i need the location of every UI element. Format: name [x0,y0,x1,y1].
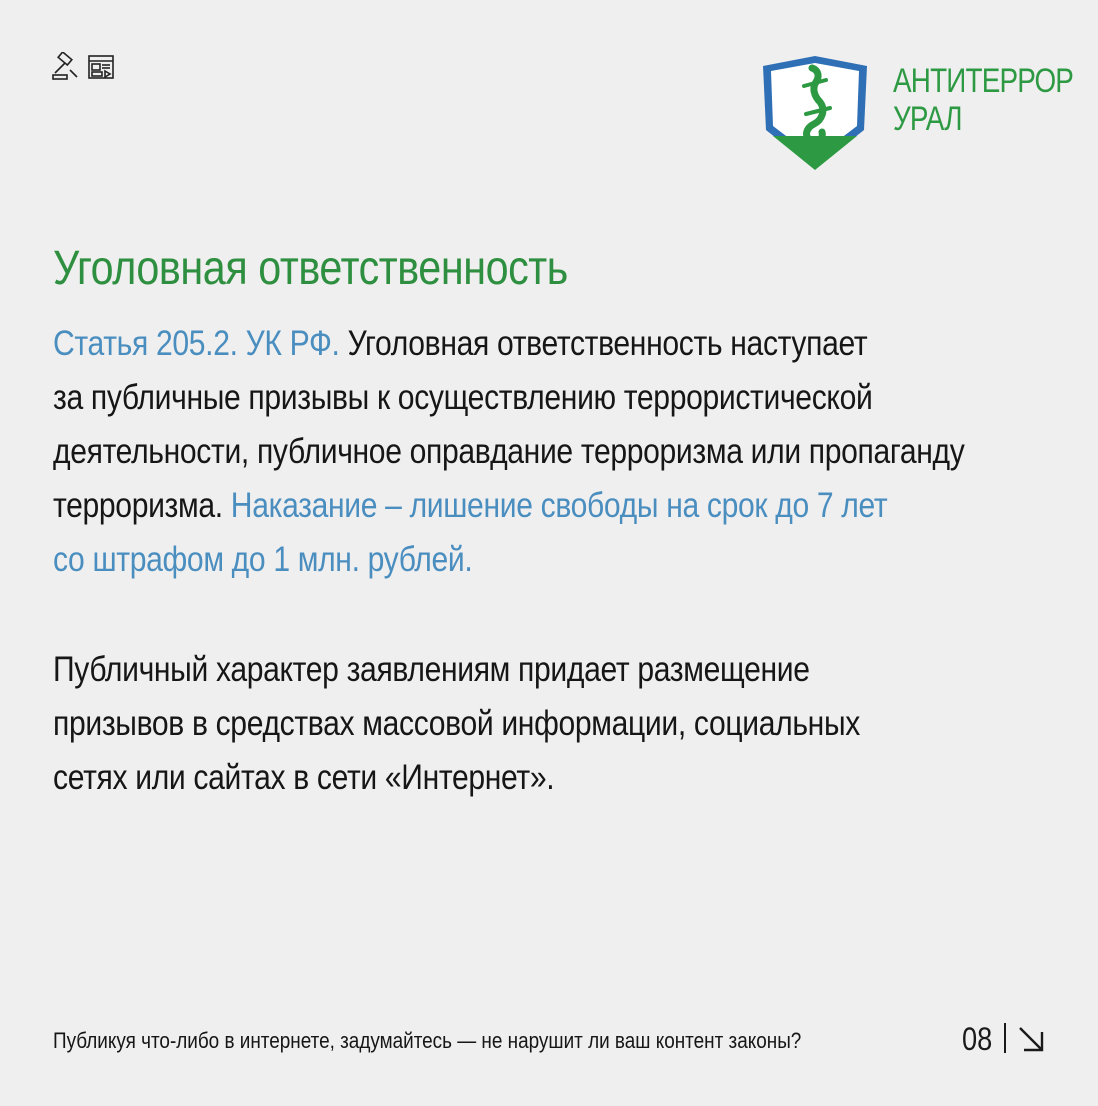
punishment-text-1: Наказание – лишение свободы на срок до 7 лет [230,486,888,525]
para2-line-1: Публичный характер заявлениям придает размещение [53,650,810,689]
shield-icon [760,52,880,172]
web-page-icon [86,52,116,82]
footer-note: Публикуя что-либо в интернете, задумайтесь — не нарушит ли ваш контент законы? [53,1028,802,1053]
logo-text [893,62,1073,138]
para1-line-1-text: Уголовная ответственность наступает [339,324,868,363]
para1-line-4 [53,479,964,533]
logo-line-2: УРАЛ [893,100,962,138]
page-title: Уголовная ответственность [53,242,568,295]
para2-line-3: сетях или сайтах в сети «Интернет». [53,758,555,797]
article-reference: Статья 205.2. УК РФ. [53,324,340,363]
page-number: 08 [962,1021,993,1057]
para1-line-2: за публичные призывы к осуществлению террористической [53,378,873,417]
punishment-text-2: со штрафом до 1 млн. рублей. [53,540,473,579]
gavel-icon [50,52,80,82]
footer-divider [1004,1023,1006,1053]
logo-line-1: АНТИТЕРРОР [893,62,1074,100]
para2-line-2: призывов в средствах массовой информации, социальных [53,704,860,743]
para1-line-3: деятельности, публичное оправдание терроризма или пропаганду [53,432,965,471]
para1-line-1 [53,317,964,371]
para1-line-4-text: терроризма. [53,486,231,525]
arrow-down-right-icon[interactable] [1016,1024,1046,1059]
header-icons [50,52,116,82]
paragraph-article [53,317,964,587]
paragraph-public-nature [53,643,860,805]
